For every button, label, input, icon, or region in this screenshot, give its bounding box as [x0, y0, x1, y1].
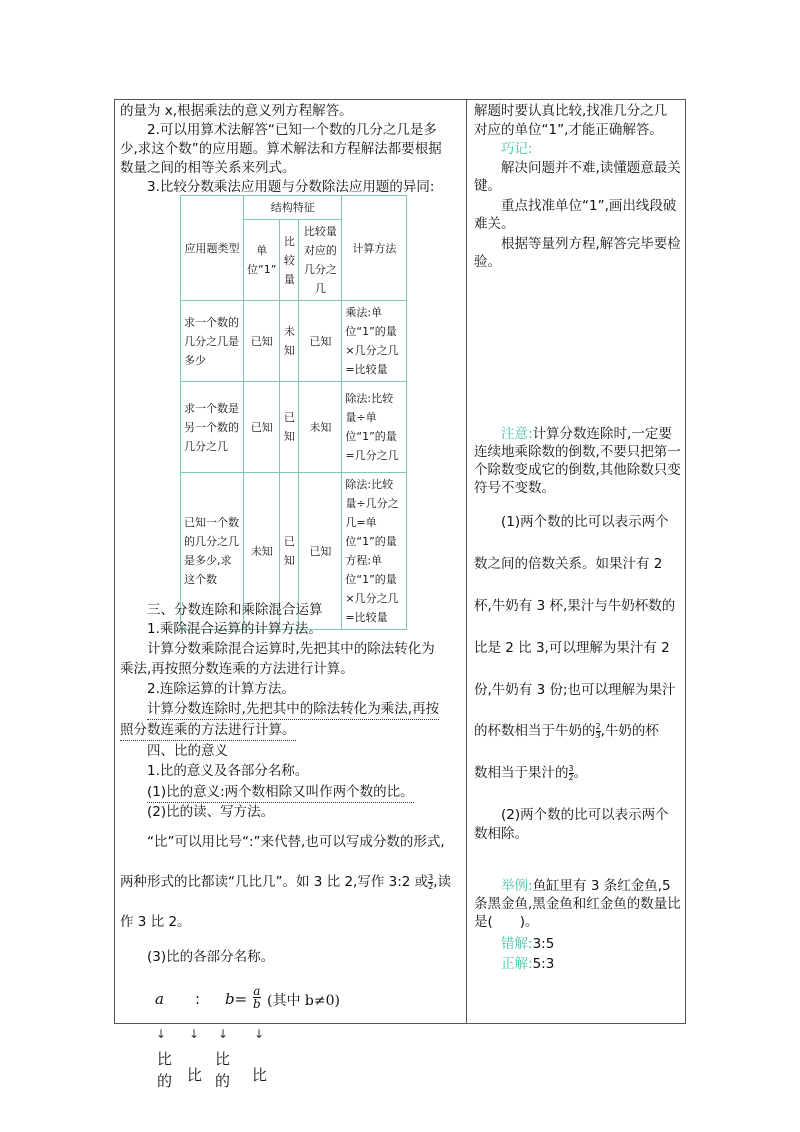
section-3-heading: 三、分数连除和乘除混合运算	[147, 602, 323, 618]
fraction-three-halves: $\frac{3}{2}$	[428, 872, 434, 891]
example-block	[474, 877, 682, 931]
table-cell-compare: 未知	[280, 301, 299, 382]
formula-a: a	[155, 990, 164, 1008]
section-3-item-2b: 照分数连乘的方法进行计算。	[120, 721, 296, 739]
section-3-item-1a: 计算分数乘除混合运算时,先把其中的除法转化为	[147, 641, 435, 657]
note-block	[474, 425, 682, 497]
fraction-three-halves: $\frac{3}{2}$	[568, 763, 574, 782]
comparison-table	[180, 195, 407, 630]
tip-line-3: 根据等量列方程,解答完毕要检验。	[474, 236, 681, 270]
section-4-item-1c: “比”可以用比号“:”来代替,也可以写成分数的形式,	[147, 834, 445, 850]
left-paragraph-3: 3.比较分数乘法应用题与分数除法应用题的异同:	[147, 179, 435, 195]
table-cell-method: 除法:比较量÷几分之几=单位“1”的量方程:单位“1”的量×几分之几=比较量	[342, 473, 407, 630]
section-3-item-1: 1.乘除混合运算的计算方法。	[147, 621, 322, 637]
ratio-line-1: (1)两个数的比可以表示两个	[501, 514, 669, 530]
section-4-item-1: 1.比的意义及各部分名称。	[147, 763, 309, 779]
example-tag: 举例:	[501, 878, 533, 894]
part-name-value: 比	[252, 1066, 268, 1084]
correct-answer	[501, 955, 554, 973]
section-3-item-2: 2.连除运算的计算方法。	[147, 681, 295, 697]
table-cell-method: 除法:比较量÷单位“1”的量=几分之几	[342, 382, 407, 473]
right-tag: 正解:	[501, 956, 533, 972]
table-cell-fraction: 已知	[299, 473, 342, 630]
table-cell-compare: 已知	[280, 382, 299, 473]
ratio-line-8: (2)两个数的比可以表示两个	[501, 807, 669, 823]
part-name-back: 比的	[215, 1050, 231, 1090]
section-4-item-1b: (2)比的读、写方法。	[147, 804, 275, 820]
table-row	[181, 382, 407, 473]
table-cell-compare: 已知	[280, 473, 299, 630]
tip-line-2: 重点找准单位“1”,画出线段破难关。	[474, 198, 677, 232]
part-name-sign: 比	[187, 1066, 203, 1084]
column-divider	[466, 99, 467, 1024]
formula-fraction: $\frac{a}{b}$	[253, 984, 261, 1011]
fraction-two-thirds: $\frac{2}{3}$	[595, 721, 601, 740]
left-paragraph-2a: 2.可以用算术法解答“已知一个数的几分之几是多	[147, 122, 437, 138]
wrong-answer	[501, 935, 554, 953]
section-4-item-1d: 两种形式的比都读“几比几”。如 3 比 2,写作 3:2 或 $\frac{3}{2}$ ,读	[120, 872, 452, 891]
table-header-fraction: 比较量对应的几分之几	[299, 220, 342, 301]
down-arrow-icon: ↓	[189, 1027, 200, 1041]
wrong-tag: 错解:	[501, 936, 533, 952]
ratio-formula	[155, 985, 385, 1015]
ratio-line-4: 比是 2 比 3,可以理解为果汁有 2	[474, 640, 670, 656]
tip-tag: 巧记:	[501, 141, 533, 157]
section-4-item-1f: (3)比的各部分名称。	[147, 949, 275, 965]
table-header-unit: 单位“1”	[244, 220, 280, 301]
note-text: 计算分数连除时,一定要连续地乘除数的倒数,不要只把第一个除数变成它的倒数,其他除数只变符号不变数。	[474, 426, 681, 496]
table-cell-unit: 已知	[244, 301, 280, 382]
section-4-item-1e: 作 3 比 2。	[120, 914, 191, 930]
left-paragraph-2b: 少,求这个数”的应用题。算术解法和方程解法都要根据	[120, 141, 442, 157]
left-paragraph-2c: 数量之间的相等关系来列式。	[120, 160, 296, 176]
ratio-line-2: 数之间的倍数关系。如果汁有 2	[474, 556, 663, 572]
table-header-structure: 结构特征	[244, 196, 342, 220]
ratio-line-3: 杯,牛奶有 3 杯,果汁与牛奶杯数的	[474, 598, 676, 614]
table-cell-fraction: 未知	[299, 382, 342, 473]
section-4-heading: 四、比的意义	[147, 743, 228, 759]
right-line-1: 解题时要认真比较,找准几分之几	[474, 103, 668, 119]
section-4-item-1a: (1)比的意义:两个数相除又叫作两个数的比。	[147, 783, 414, 801]
formula-colon: :	[195, 990, 201, 1008]
table-cell-unit: 已知	[244, 382, 280, 473]
down-arrow-icon: ↓	[156, 1027, 167, 1041]
table-cell-method: 乘法:单位“1”的量×几分之几=比较量	[342, 301, 407, 382]
ratio-line-7: 数相当于果汁的 $\frac{3}{2}$ 。	[474, 763, 588, 782]
wrong-value: 3:5	[532, 936, 555, 952]
table-header-type: 应用题类型	[181, 196, 244, 301]
tip-line-1: 解决问题并不难,读懂题意最关键。	[474, 160, 681, 194]
section-3-item-1b: 乘法,再按照分数连乘的方法进行计算。	[120, 661, 354, 677]
table-cell-type: 求一个数的几分之几是多少	[181, 301, 244, 382]
ratio-line-6: 的杯数相当于牛奶的 $\frac{2}{3}$ ,牛奶的杯	[474, 721, 659, 740]
note-tag: 注意:	[501, 426, 533, 442]
part-name-front: 比的	[157, 1050, 173, 1090]
down-arrow-icon: ↓	[218, 1027, 229, 1041]
left-paragraph-1: 的量为 x,根据乘法的意义列方程解答。	[120, 103, 353, 119]
table-header-method: 计算方法	[342, 196, 407, 301]
table-cell-type: 求一个数是另一个数的几分之几	[181, 382, 244, 473]
formula-b: b=	[225, 990, 248, 1008]
table-cell-fraction: 已知	[299, 301, 342, 382]
ratio-line-9: 数相除。	[474, 826, 528, 842]
right-line-2: 对应的单位“1”,才能正确解答。	[474, 122, 663, 138]
table-row	[181, 301, 407, 382]
section-3-item-2a: 计算分数连除时,先把其中的除法转化为乘法,再按	[147, 700, 439, 718]
ratio-line-5: 份,牛奶有 3 份;也可以理解为果汁	[474, 682, 676, 698]
example-text: 鱼缸里有 3 条红金鱼,5 条黑金鱼,黑金鱼和红金鱼的数量比是( )。	[474, 878, 681, 930]
table-cell-type: 已知一个数的几分之几是多少,求这个数	[181, 473, 244, 630]
table-cell-unit: 未知	[244, 473, 280, 630]
formula-note: (其中 b≠0)	[267, 993, 340, 1009]
table-header-compare: 比较量	[280, 220, 299, 301]
down-arrow-icon: ↓	[254, 1027, 265, 1041]
right-value: 5:3	[532, 956, 555, 972]
